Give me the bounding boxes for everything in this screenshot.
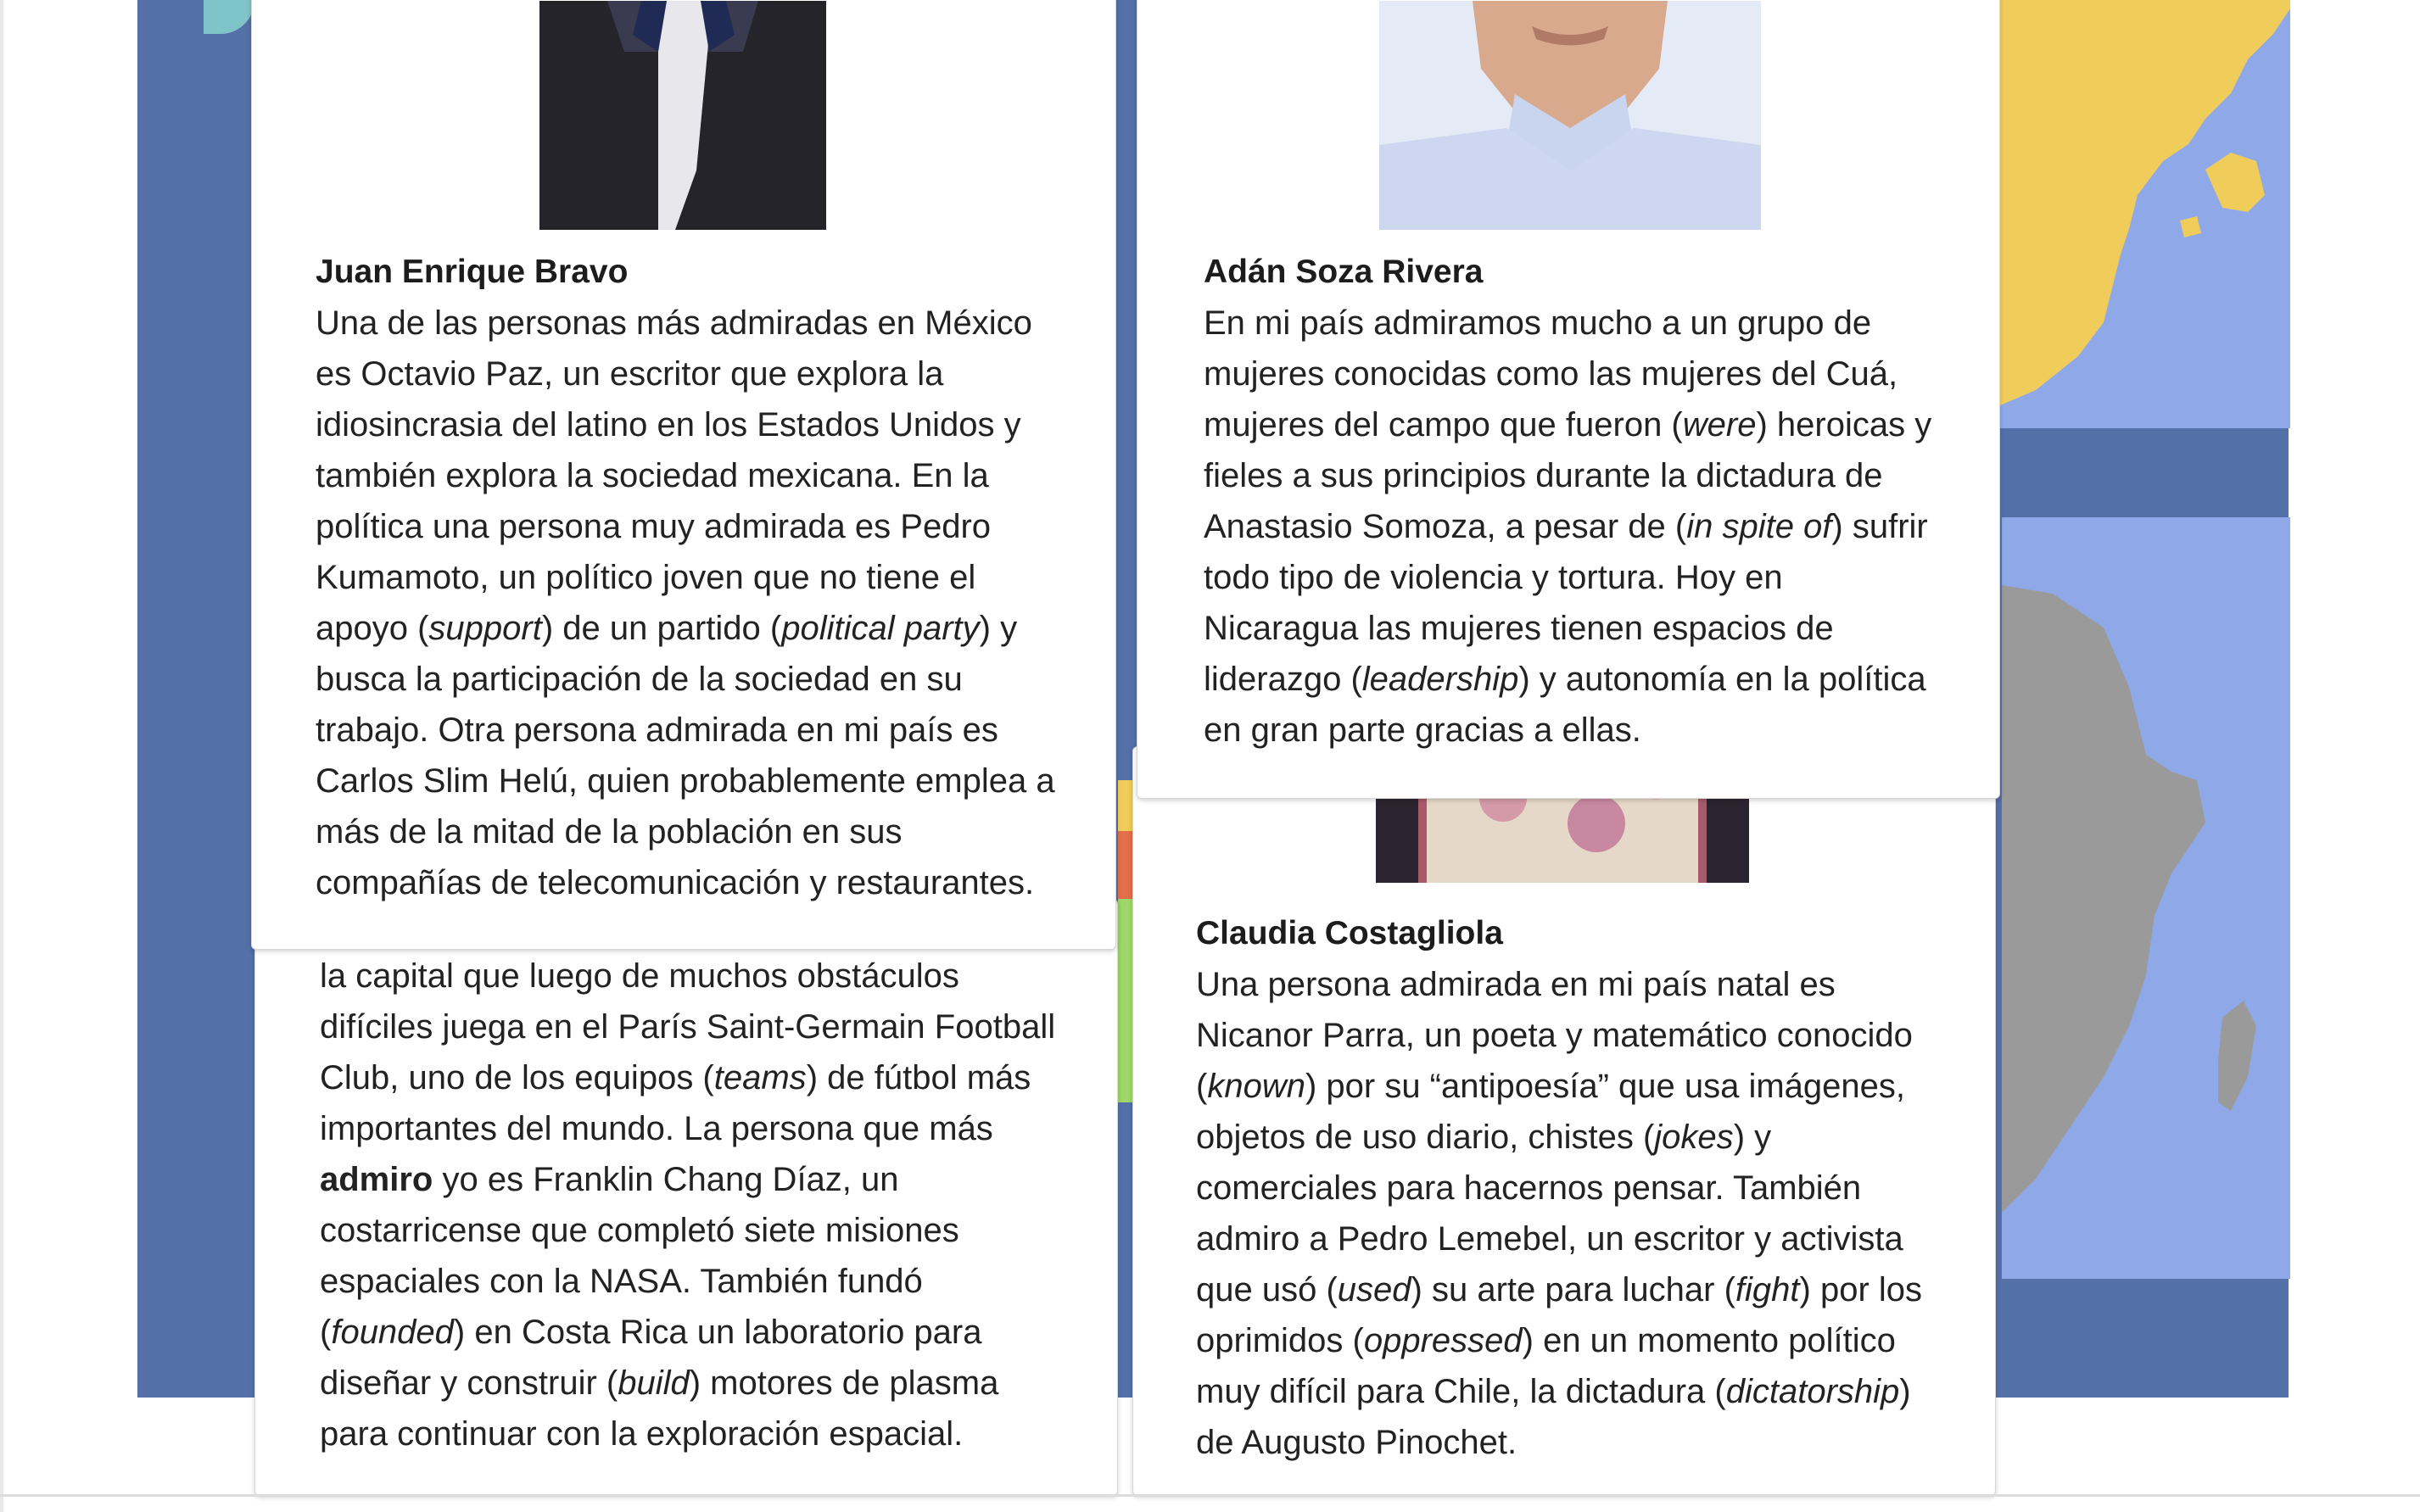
text-line: comerciales para hacernos pensar. También: [1196, 1169, 1862, 1207]
text-line: todo tipo de violencia y tortura. Hoy en: [1204, 559, 1783, 596]
text-line: admiro a Pedro Lemebel, un escritor y activista: [1196, 1220, 1903, 1258]
photo-placeholder: [1379, 1, 1761, 230]
text-line: de Augusto Pinochet.: [1196, 1424, 1517, 1461]
text-line: oprimidos (oppressed) en un momento político: [1196, 1322, 1896, 1359]
text-line: idiosincrasia del latino en los Estados Unidos y: [316, 406, 1021, 444]
card-body: [1204, 298, 1992, 756]
text-line: costarricense que completó siete misiones: [320, 1212, 959, 1249]
text-line: Nicaragua las mujeres tienen espacios de: [1204, 610, 1834, 647]
text-line: también explora la sociedad mexicana. En la: [316, 457, 989, 494]
testimony-card-claudia: [1132, 746, 1996, 1496]
text-line: que usó (used) su arte para luchar (fight) por los: [1196, 1271, 1923, 1308]
author-name: Adán Soza Rivera: [1204, 254, 1484, 290]
author-name: Juan Enrique Bravo: [316, 254, 629, 290]
text-line: En mi país admiramos mucho a un grupo de: [1204, 304, 1872, 342]
testimony-card-adan: [1137, 0, 2000, 799]
page-left-border: [0, 0, 3, 1512]
text-line: compañías de telecomunicación y restaurantes.: [316, 864, 1035, 901]
author-name: Claudia Costagliola: [1196, 915, 1503, 951]
text-line: Nicanor Parra, un poeta y matemático conocido: [1196, 1017, 1913, 1054]
juan-photo: [539, 1, 826, 230]
text-line: en gran parte gracias a ellas.: [1204, 711, 1641, 749]
map-region-bottom: [2002, 517, 2290, 1279]
text-line: mujeres conocidas como las mujeres del Cuá,: [1204, 355, 1898, 393]
text-line: (founded) en Costa Rica un laboratorio para: [320, 1314, 982, 1351]
text-line: apoyo (support) de un partido (political party) y: [316, 610, 1018, 647]
card-body: [316, 298, 1104, 908]
text-line: Kumamoto, un político joven que no tiene el: [316, 559, 976, 596]
text-line: Club, uno de los equipos (teams) de fútbol más: [320, 1059, 1031, 1096]
text-line: objetos de uso diario, chistes (jokes) y: [1196, 1119, 1772, 1156]
text-line: mujeres del campo que fueron (were) heroicas y: [1204, 406, 1932, 444]
text-line: Anastasio Somoza, a pesar de (in spite of) sufrir: [1204, 508, 1928, 545]
text-line: difíciles juega en el París Saint-Germain Football: [320, 1008, 1056, 1046]
text-line: para continuar con la exploración espacial.: [320, 1415, 964, 1453]
map-land-africa: [2002, 517, 2290, 1279]
testimony-card-juan: [251, 0, 1116, 950]
text-line: busca la participación de la sociedad en su: [316, 661, 963, 698]
photo-placeholder: [539, 1, 826, 230]
text-line: Una de las personas más admiradas en México: [316, 304, 1032, 342]
card-body: [320, 951, 1100, 1459]
card-body: [1196, 959, 1985, 1468]
text-line: espaciales con la NASA. También fundó: [320, 1263, 923, 1300]
text-line: es Octavio Paz, un escritor que explora la: [316, 355, 944, 393]
adan-photo: [1379, 1, 1761, 230]
page-bottom-border: [0, 1494, 2420, 1497]
text-line: política una persona muy admirada es Pedro: [316, 508, 992, 545]
text-line: importantes del mundo. La persona que más: [320, 1110, 993, 1147]
text-line: Una persona admirada en mi país natal es: [1196, 966, 1836, 1003]
text-line: más de la mitad de la población en sus: [316, 813, 903, 851]
text-line: muy difícil para Chile, la dictadura (dictatorship): [1196, 1373, 1911, 1410]
text-line: fieles a sus principios durante la dictadura de: [1204, 457, 1883, 494]
text-line: trabajo. Otra persona admirada en mi país es: [316, 711, 998, 749]
text-line: liderazgo (leadership) y autonomía en la política: [1204, 661, 1926, 698]
text-line: (known) por su “antipoesía” que usa imágenes,: [1196, 1068, 1906, 1105]
text-line: Carlos Slim Helú, quien probablemente emplea a: [316, 762, 1055, 800]
text-line: diseñar y construir (build) motores de plasma: [320, 1364, 999, 1402]
text-line: la capital que luego de muchos obstáculos: [320, 957, 959, 995]
text-line: admiro yo es Franklin Chang Díaz, un: [320, 1161, 899, 1198]
testimony-card-costa-rica: [254, 899, 1118, 1496]
